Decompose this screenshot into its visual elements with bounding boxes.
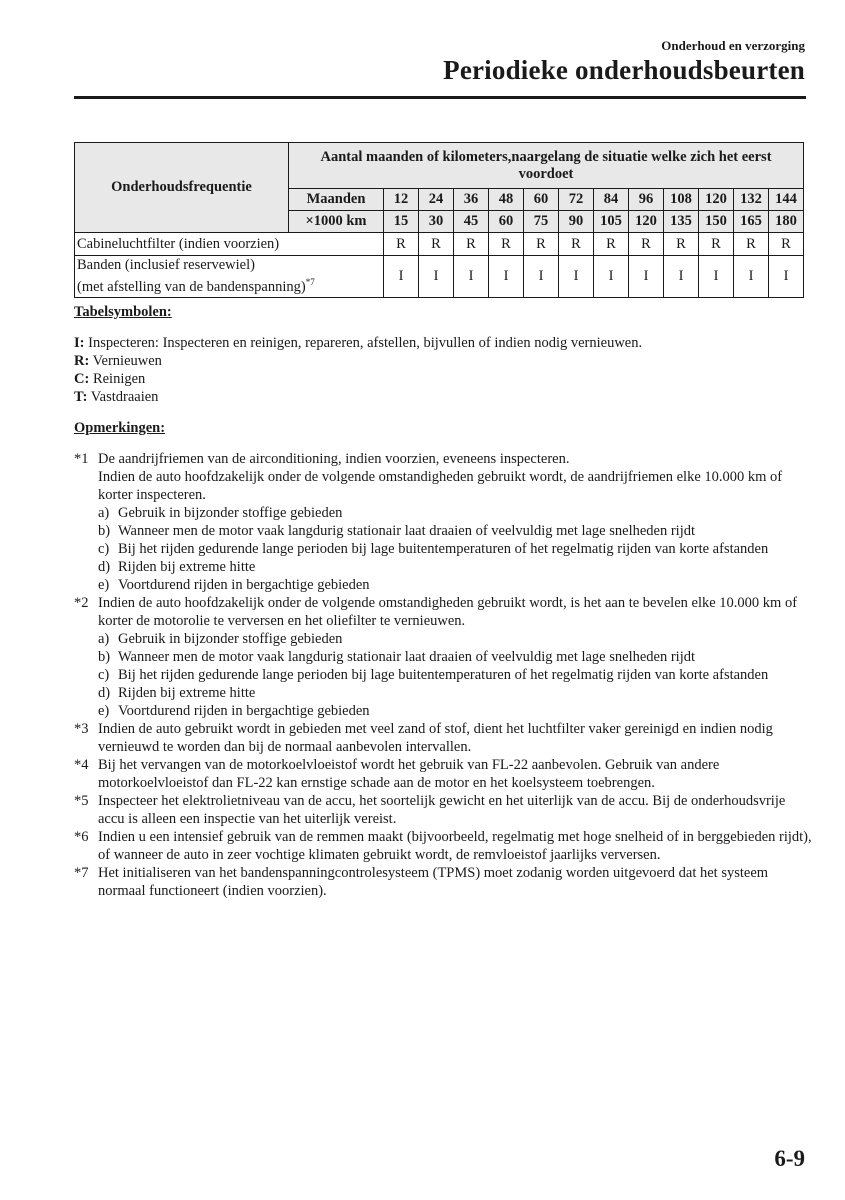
remark-subitem (98, 558, 814, 576)
remark-text: Indien de auto hoofdzakelijk onder de volgende omstandigheden gebruikt wordt, de aandrijfriemen elke 10.000 km of korter inspecteren. (98, 469, 783, 503)
remark-subitem (98, 540, 814, 558)
subitem-text: Rijden bij extreme hitte (118, 559, 256, 575)
remark-item (74, 450, 814, 594)
remarks-list (74, 450, 814, 900)
subitem-letter: b) (98, 649, 111, 665)
months-value: 132 (734, 189, 769, 211)
table-cell: R (419, 233, 454, 256)
header-divider (74, 96, 806, 99)
months-value: 12 (384, 189, 419, 211)
symbol-key: T: (74, 389, 88, 405)
table-cell: I (454, 256, 489, 298)
subitem-letter: e) (98, 577, 110, 593)
subitem-letter: e) (98, 703, 110, 719)
table-cell: I (699, 256, 734, 298)
remark-number: *1 (74, 451, 89, 467)
km-label: ×1000 km (289, 211, 384, 233)
remark-subitem (98, 630, 814, 648)
km-value: 120 (629, 211, 664, 233)
spacer (74, 321, 814, 334)
km-value: 30 (419, 211, 454, 233)
remark-item (74, 792, 814, 828)
months-value: 144 (769, 189, 804, 211)
remark-body (98, 864, 814, 900)
symbol-text: Vastdraaien (87, 389, 159, 405)
spacer (74, 406, 814, 419)
table-cell: R (664, 233, 699, 256)
km-value: 180 (769, 211, 804, 233)
remark-item (74, 828, 814, 864)
table-cell: R (559, 233, 594, 256)
table-cell: I (384, 256, 419, 298)
row-label-text: Cabineluchtfilter (indien voorzien) (77, 235, 280, 252)
remark-body (98, 792, 814, 828)
subitem-text: Gebruik in bijzonder stoffige gebieden (118, 631, 343, 647)
km-value: 60 (489, 211, 524, 233)
km-value: 75 (524, 211, 559, 233)
table-cell: I (524, 256, 559, 298)
table-row (75, 233, 804, 256)
interval-header: Aantal maanden of kilometers,naargelang de situatie welke zich het eerst voordoet (289, 143, 804, 189)
table-cell: R (594, 233, 629, 256)
months-value: 72 (559, 189, 594, 211)
notes-section (74, 303, 814, 900)
subitem-letter: c) (98, 667, 110, 683)
row-label-tires (75, 256, 384, 298)
remark-subitem (98, 684, 814, 702)
remark-body (98, 720, 814, 756)
subitem-text: Wanneer men de motor vaak langdurig stationair laat draaien of veelvuldig met lage snelheden rijdt (118, 523, 696, 539)
subitem-text: Wanneer men de motor vaak langdurig stationair laat draaien of veelvuldig met lage snelheden rijdt (118, 649, 696, 665)
months-value: 120 (699, 189, 734, 211)
km-value: 105 (594, 211, 629, 233)
table-cell: I (664, 256, 699, 298)
subitem-text: Bij het rijden gedurende lange perioden bij lage buitentemperaturen of het regelmatig rijden van korte afstanden (118, 541, 769, 557)
table-cell: I (629, 256, 664, 298)
remark-item (74, 720, 814, 756)
subitem-text: Bij het rijden gedurende lange perioden bij lage buitentemperaturen of het regelmatig rijden van korte afstanden (118, 667, 769, 683)
remark-subitem (98, 648, 814, 666)
remark-number: *2 (74, 595, 89, 611)
table-cell: R (734, 233, 769, 256)
remark-text: Inspecteer het elektrolietniveau van de accu, het soortelijk gewicht en het uiterlijk van de accu. Bij de onderhoudsvrije accu is alleen een inspectie van het uiterlijk vereist. (98, 793, 786, 827)
remarks-heading: Opmerkingen: (74, 420, 166, 436)
km-value: 45 (454, 211, 489, 233)
months-label: Maanden (289, 189, 384, 211)
section-title: Onderhoud en verzorging (661, 38, 805, 53)
spacer (74, 437, 814, 450)
subitem-letter: d) (98, 559, 111, 575)
remark-number: *6 (74, 829, 89, 845)
maintenance-table (74, 142, 804, 298)
remark-subitem (98, 576, 814, 594)
km-value: 90 (559, 211, 594, 233)
remark-body (98, 594, 814, 720)
symbols-list (74, 334, 814, 406)
subitem-letter: c) (98, 541, 110, 557)
remark-text: De aandrijfriemen van de airconditioning, indien voorzien, eveneens inspecteren. (98, 451, 570, 467)
row-label-text: Banden (inclusief reservewiel) (77, 257, 255, 274)
km-value: 165 (734, 211, 769, 233)
remark-subitem (98, 504, 814, 522)
symbol-key: R: (74, 353, 90, 369)
remark-number: *4 (74, 757, 89, 773)
symbol-item (74, 352, 814, 370)
table-header-row (75, 143, 804, 189)
months-value: 60 (524, 189, 559, 211)
months-value: 24 (419, 189, 454, 211)
remark-number: *3 (74, 721, 89, 737)
footnote-ref: *7 (305, 277, 315, 288)
symbol-text: Vernieuwen (89, 353, 162, 369)
km-value: 150 (699, 211, 734, 233)
subitem-letter: d) (98, 685, 111, 701)
remark-subitem (98, 522, 814, 540)
page-number: 6-9 (774, 1146, 805, 1171)
remark-body (98, 828, 814, 864)
table-cell: R (629, 233, 664, 256)
remark-item (74, 756, 814, 792)
row-label-cabin-filter (75, 233, 384, 256)
table-cell: R (769, 233, 804, 256)
remark-item (74, 594, 814, 720)
subitem-text: Voortdurend rijden in bergachtige gebieden (118, 577, 370, 593)
page-title: Periodieke onderhoudsbeurten (443, 55, 805, 85)
symbol-key: I: (74, 335, 85, 351)
remark-number: *5 (74, 793, 89, 809)
table-cell: R (384, 233, 419, 256)
table-cell: I (559, 256, 594, 298)
remark-body (98, 450, 814, 594)
remark-body (98, 756, 814, 792)
km-value: 135 (664, 211, 699, 233)
subitem-text: Voortdurend rijden in bergachtige gebieden (118, 703, 370, 719)
table-cell: I (769, 256, 804, 298)
subitem-letter: b) (98, 523, 111, 539)
months-value: 84 (594, 189, 629, 211)
table-cell: R (524, 233, 559, 256)
symbols-heading: Tabelsymbolen: (74, 304, 172, 320)
subitem-letter: a) (98, 631, 110, 647)
remark-subitem (98, 702, 814, 720)
symbol-item (74, 388, 814, 406)
remark-text: Het initialiseren van het bandenspanningcontrolesysteem (TPMS) moet zodanig worden uitgevoerd dat het systeem normaal functioneert (indien voorzien). (98, 865, 769, 899)
table-cell: R (699, 233, 734, 256)
remark-text: Bij het vervangen van de motorkoelvloeistof wordt het gebruik van FL-22 aanbevolen. Gebruik van andere motorkoelvloeistof dan FL-22 kan ernstige schade aan de motor en het koelsysteem toebrengen. (98, 757, 720, 791)
symbol-item (74, 334, 814, 352)
symbol-text: Reinigen (89, 371, 146, 387)
remark-text: Indien u een intensief gebruik van de remmen maakt (bijvoorbeeld, regelmatig met hoge snelheid of in berggebieden rijdt), of wanneer de auto in zeer vochtige klimaten gebruikt wordt, de remvloeistof jaarlijks verversen. (98, 829, 812, 863)
subitem-letter: a) (98, 505, 110, 521)
remark-text: Indien de auto gebruikt wordt in gebieden met veel zand of stof, dient het luchtfilter vaker gereinigd en indien nodig vernieuwd te worden dan bij de normaal aanbevolen intervallen. (98, 721, 773, 755)
table-cell: I (594, 256, 629, 298)
remark-subitem (98, 666, 814, 684)
symbol-text: Inspecteren: Inspecteren en reinigen, repareren, afstellen, bijvullen of indien nodig vernieuwen. (84, 335, 643, 351)
table-cell: I (734, 256, 769, 298)
subitem-text: Rijden bij extreme hitte (118, 685, 256, 701)
subitem-text: Gebruik in bijzonder stoffige gebieden (118, 505, 343, 521)
table-cell: I (419, 256, 454, 298)
symbol-item (74, 370, 814, 388)
months-value: 48 (489, 189, 524, 211)
km-value: 15 (384, 211, 419, 233)
table-cell: I (489, 256, 524, 298)
remark-number: *7 (74, 865, 89, 881)
table-cell: R (489, 233, 524, 256)
months-value: 108 (664, 189, 699, 211)
months-value: 96 (629, 189, 664, 211)
table-row (75, 256, 804, 298)
row-label-text-line2: (met afstelling van de bandenspanning) (77, 278, 306, 295)
remark-item (74, 864, 814, 900)
remark-text: Indien de auto hoofdzakelijk onder de volgende omstandigheden gebruikt wordt, is het aan te bevelen elke 10.000 km of korter de motorolie te verversen en het oliefilter te vernieuwen. (98, 595, 798, 629)
months-value: 36 (454, 189, 489, 211)
frequency-header: Onderhoudsfrequentie (75, 143, 289, 233)
table-cell: R (454, 233, 489, 256)
symbol-key: C: (74, 371, 90, 387)
